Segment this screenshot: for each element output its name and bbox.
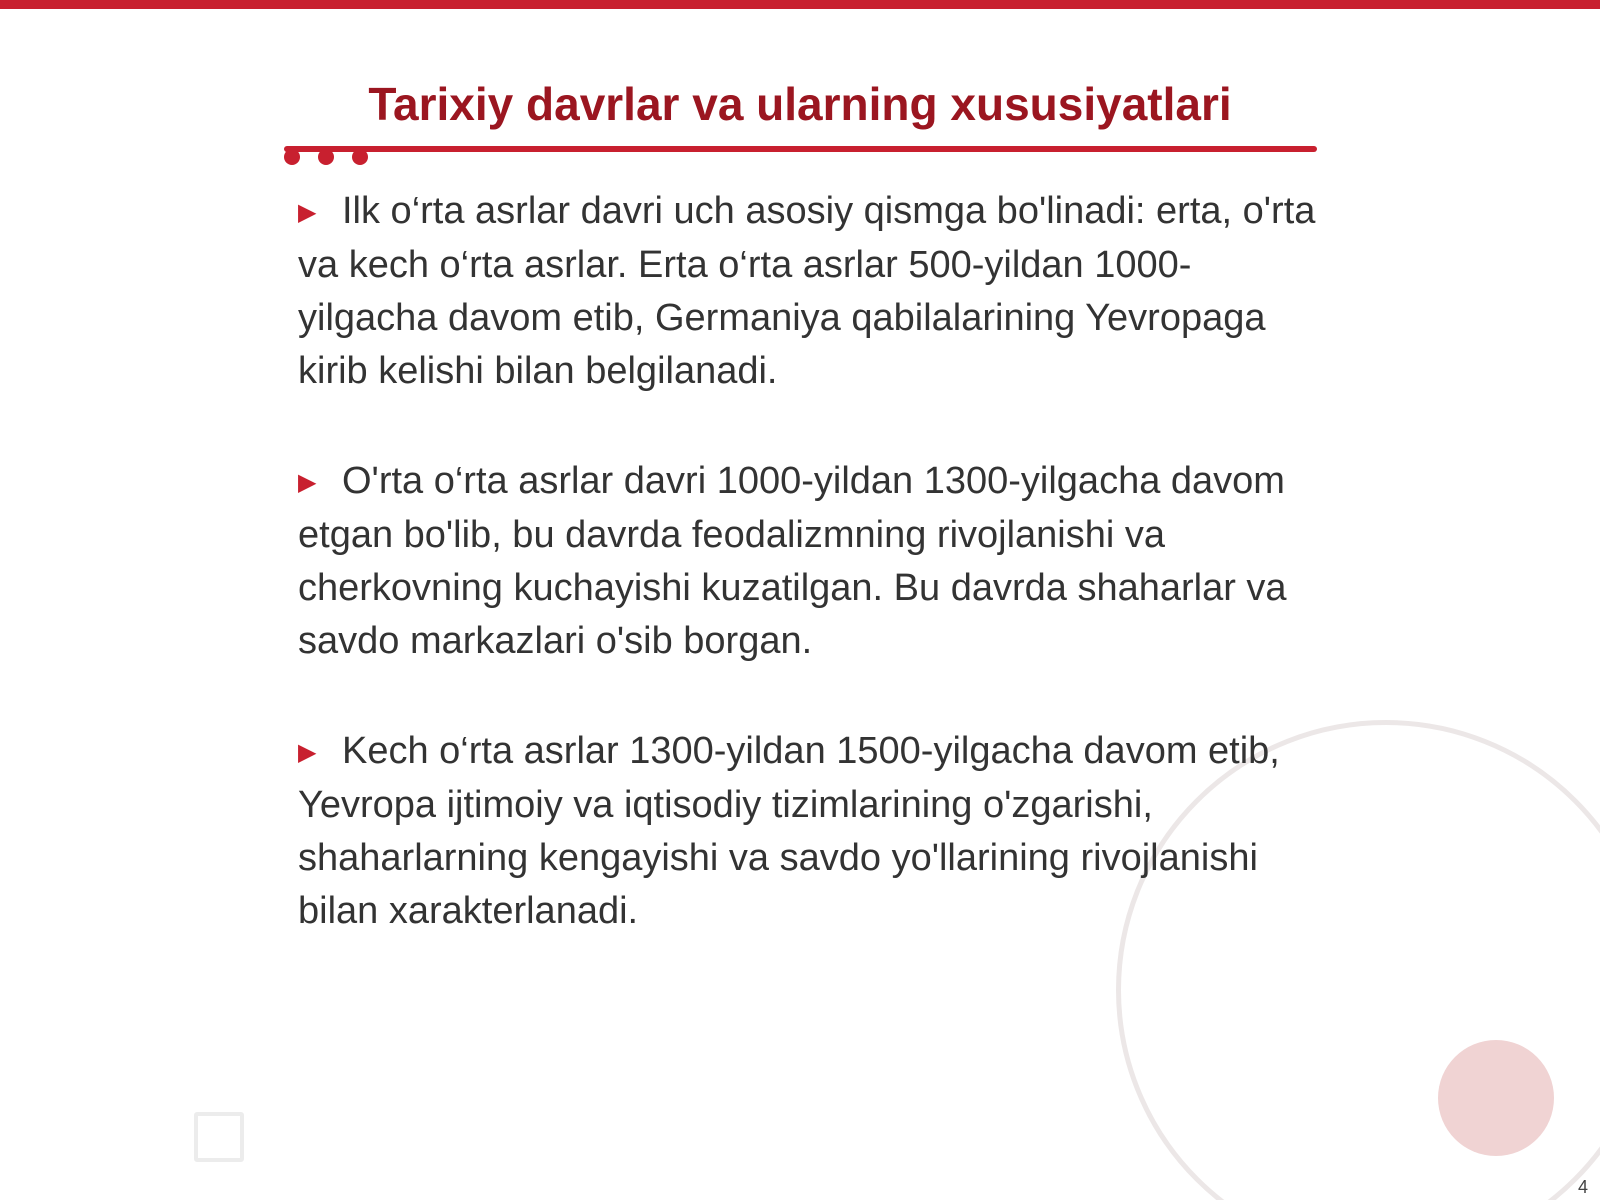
decorative-circle (1438, 1040, 1554, 1156)
title-underline (284, 146, 1317, 152)
decorative-square (194, 1112, 244, 1162)
bullet-item (298, 725, 1318, 938)
top-accent-bar (0, 0, 1600, 9)
underline-dot (318, 149, 334, 165)
bullet-item (298, 455, 1318, 668)
bullet-arrow-icon: ▶ (298, 199, 317, 226)
bullet-arrow-icon: ▶ (298, 469, 317, 496)
bullet-text: O'rta o‘rta asrlar davri 1000-yildan 1300-yilgacha davom etgan bo'lib, bu davrda feodalizmning rivojlanishi va cherkovning kuchayishi kuzatilgan. Bu davrda shaharlar va savdo markazlari o'sib borgan. (298, 460, 1287, 662)
bullet-text: Kech o‘rta asrlar 1300-yildan 1500-yilgacha davom etib, Yevropa ijtimoiy va iqtisodiy tizimlarining o'zgarishi, shaharlarning kengayishi va savdo yo'llarining rivojlanishi bilan xarakterlanadi. (298, 730, 1280, 932)
bullet-list (298, 185, 1318, 995)
bullet-arrow-icon: ▶ (298, 739, 317, 766)
underline-dot (284, 149, 300, 165)
bullet-text: Ilk o‘rta asrlar davri uch asosiy qismga bo'linadi: erta, o'rta va kech o‘rta asrlar. Erta o‘rta asrlar 500-yildan 1000-yilgacha davom etib, Germaniya qabilalarining Yevropaga kirib kelishi bilan belgilanadi. (298, 190, 1316, 392)
bullet-item (298, 185, 1318, 398)
slide-title: Tarixiy davrlar va ularning xususiyatlari (368, 78, 1232, 130)
underline-dot (352, 149, 368, 165)
page-number: 4 (1577, 1177, 1588, 1197)
